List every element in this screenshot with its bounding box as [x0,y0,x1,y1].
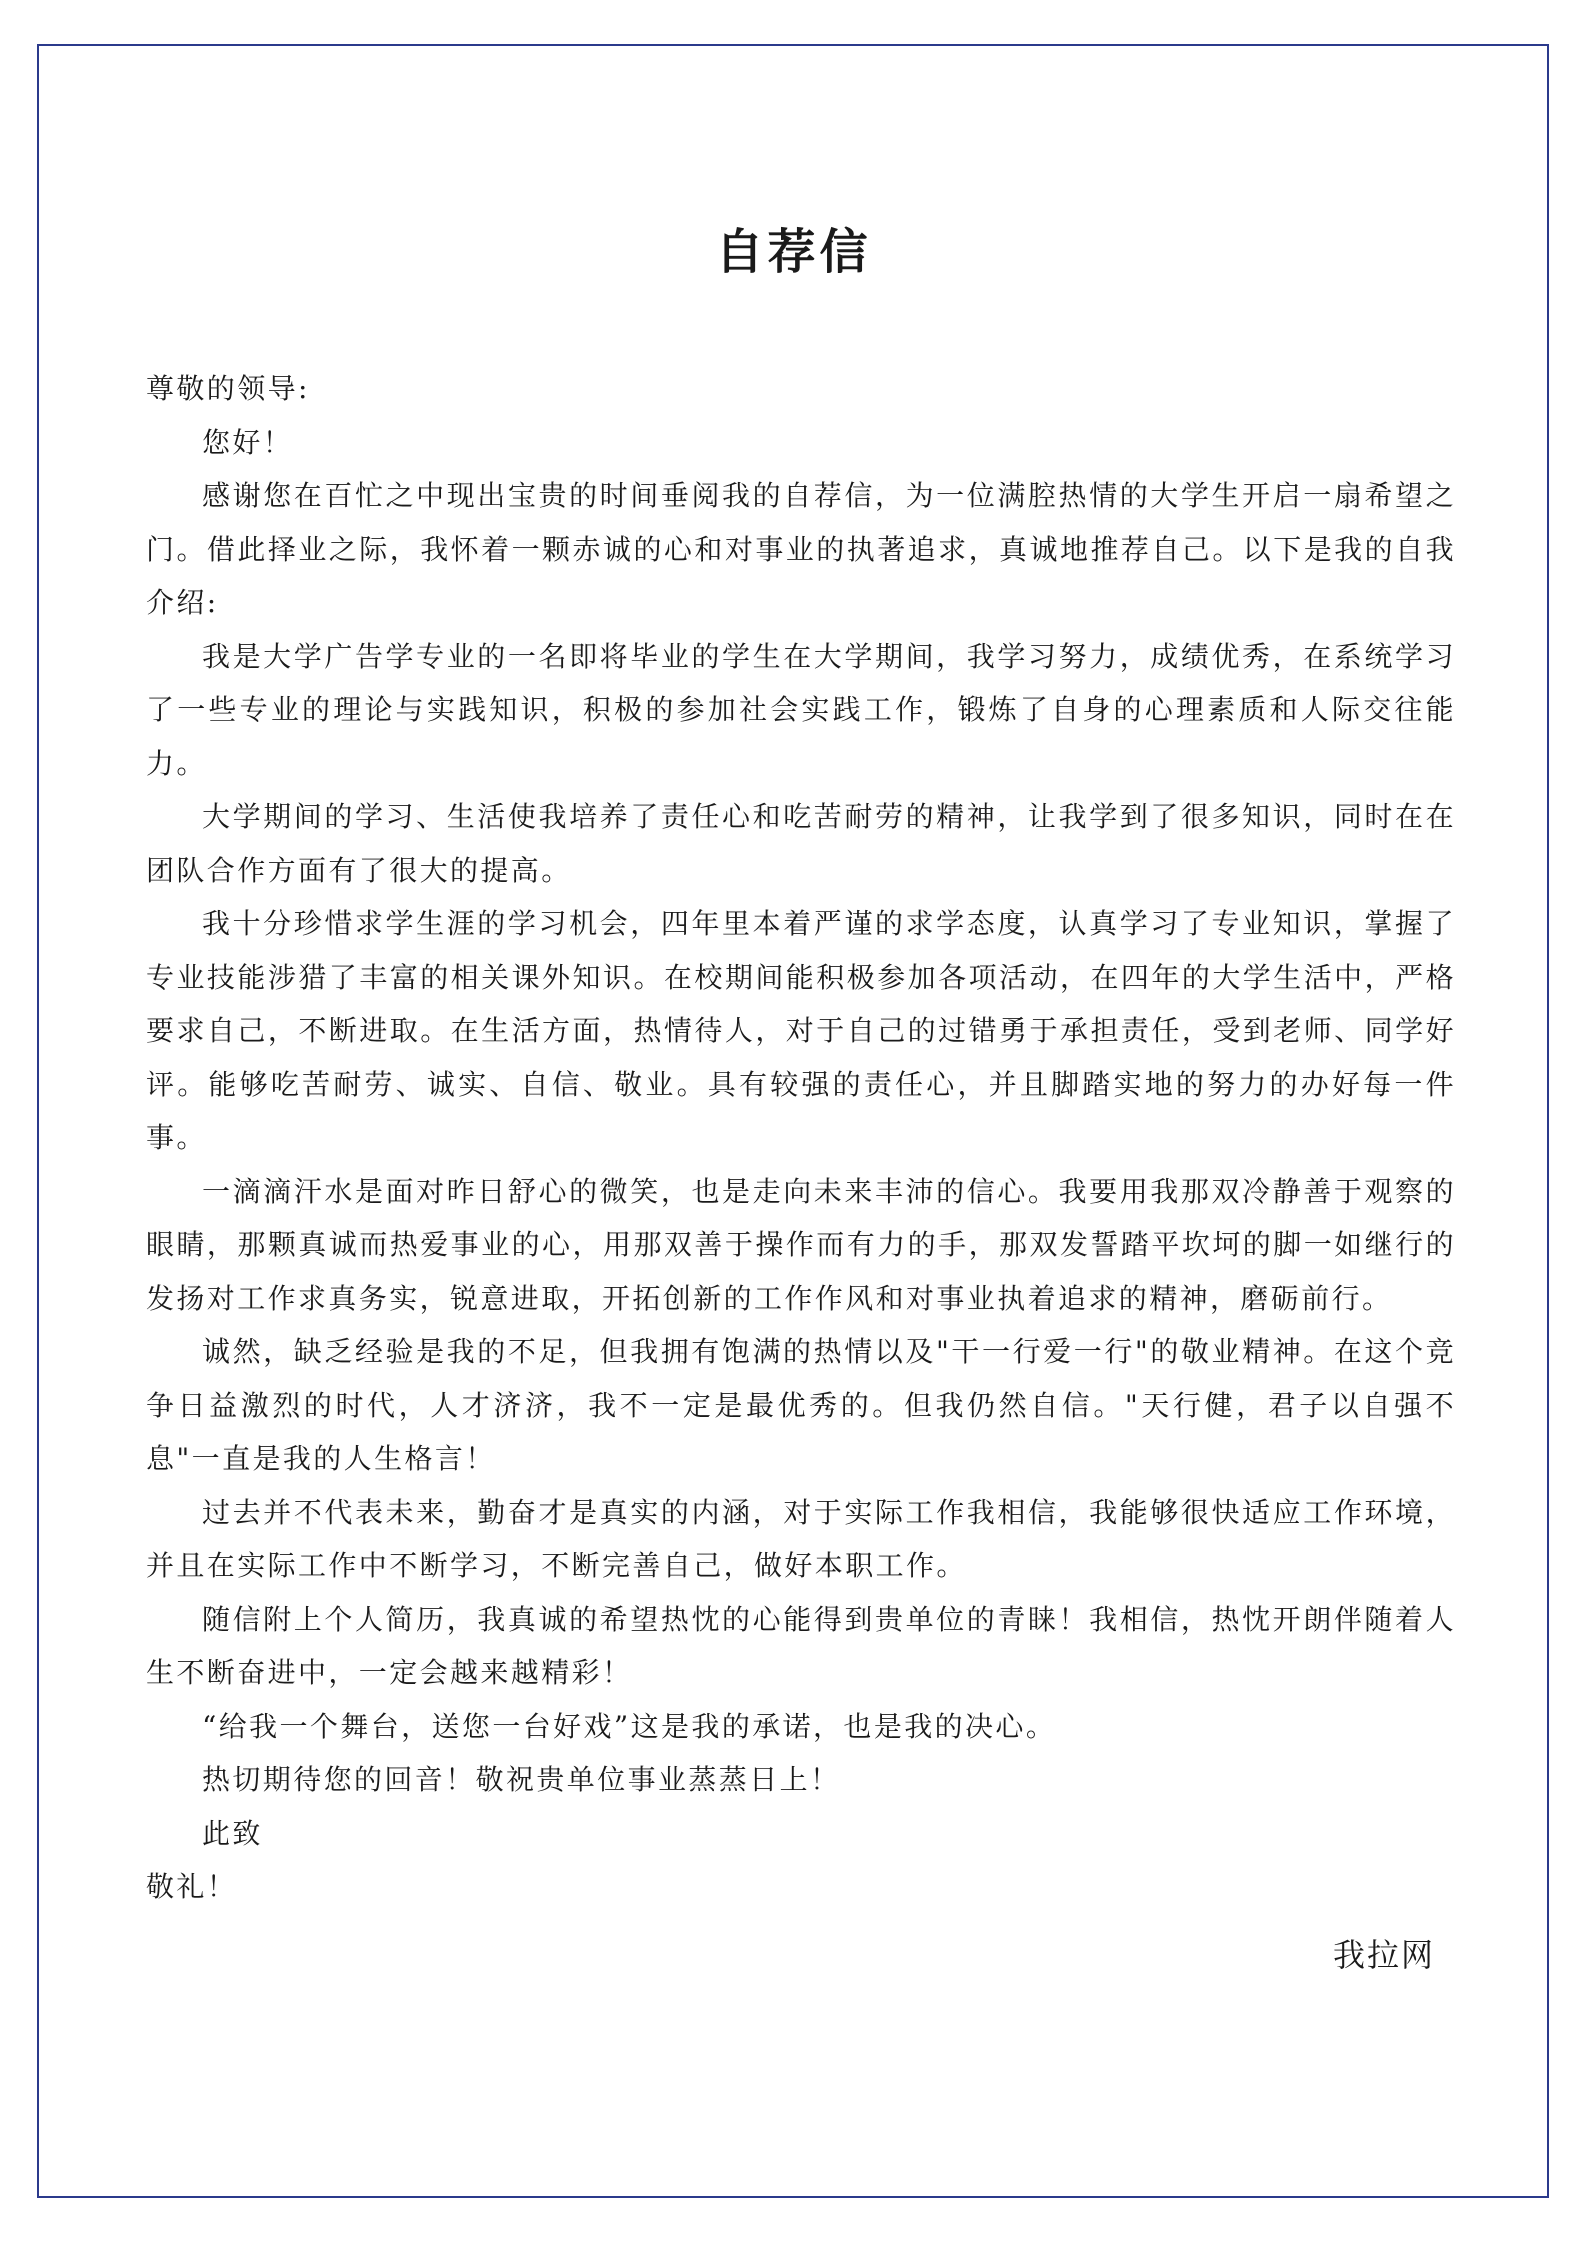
paragraph-2: 我是大学广告学专业的一名即将毕业的学生在大学期间，我学习努力，成绩优秀，在系统学习了一些专业的理论与实践知识，积极的参加社会实践工作，锻炼了自身的心理素质和人际交往能力。 [146,639,1456,780]
paragraph-4: 我十分珍惜求学生涯的学习机会，四年里本着严谨的求学态度，认真学习了专业知识，掌握了专业技能涉猎了丰富的相关课外知识。在校期间能积极参加各项活动，在四年的大学生活中，严格要求自己，不断进取。在生活方面，热情待人，对于自己的过错勇于承担责任，受到老师、同学好评。能够吃苦耐劳、诚实、自信、敬业。具有较强的责任心，并且脚踏实地的努力的办好每一件事。 [146,907,1456,1154]
paragraph-5: 一滴滴汗水是面对昨日舒心的微笑，也是走向未来丰沛的信心。我要用我那双冷静善于观察的眼睛，那颗真诚而热爱事业的心，用那双善于操作而有力的手，那双发誓踏平坎坷的脚一如继行的发扬对工作求真务实，锐意进取，开拓创新的工作作风和对事业执着追求的精神，磨砺前行。 [146,1174,1456,1315]
paragraph-7: 过去并不代表未来，勤奋才是真实的内涵，对于实际工作我相信，我能够很快适应工作环境，并且在实际工作中不断学习，不断完善自己，做好本职工作。 [146,1495,1456,1582]
document-title: 自荐信 [715,224,872,280]
paragraph-8: 随信附上个人简历，我真诚的希望热忱的心能得到贵单位的青睐！我相信，热忱开朗伴随着人生不断奋进中，一定会越来越精彩！ [146,1602,1456,1689]
paragraph-9: “给我一个舞台，送您一台好戏”这是我的承诺，也是我的决心。 [202,1709,1057,1743]
signature: 我拉网 [1332,1936,1435,1974]
paragraph-1: 感谢您在百忙之中现出宝贵的时间垂阅我的自荐信，为一位满腔热情的大学生开启一扇希望之门。借此择业之际，我怀着一颗赤诚的心和对事业的执著追求，真诚地推荐自己。以下是我的自我介绍: [146,479,1456,619]
letter-body [146,362,1456,1914]
paragraph-10: 热切期待您的回音！敬祝贵单位事业蒸蒸日上！ [202,1763,841,1796]
paragraph-6: 诚然，缺乏经验是我的不足，但我拥有饱满的热情以及"干一行爱一行"的敬业精神。在这个竞争日益激烈的时代，人才济济，我不一定是最优秀的。但我仍然自信。"天行健，君子以自强不息"一直是我的人生格言！ [146,1335,1456,1475]
greeting: 您好！ [202,425,294,459]
closing-line-2: 敬礼！ [146,1870,238,1903]
salutation: 尊敬的领导: [146,372,310,405]
paragraph-3: 大学期间的学习、生活使我培养了责任心和吃苦耐劳的精神，让我学到了很多知识，同时在在团队合作方面有了很大的提高。 [146,800,1456,887]
closing-line-1: 此致 [202,1816,263,1850]
